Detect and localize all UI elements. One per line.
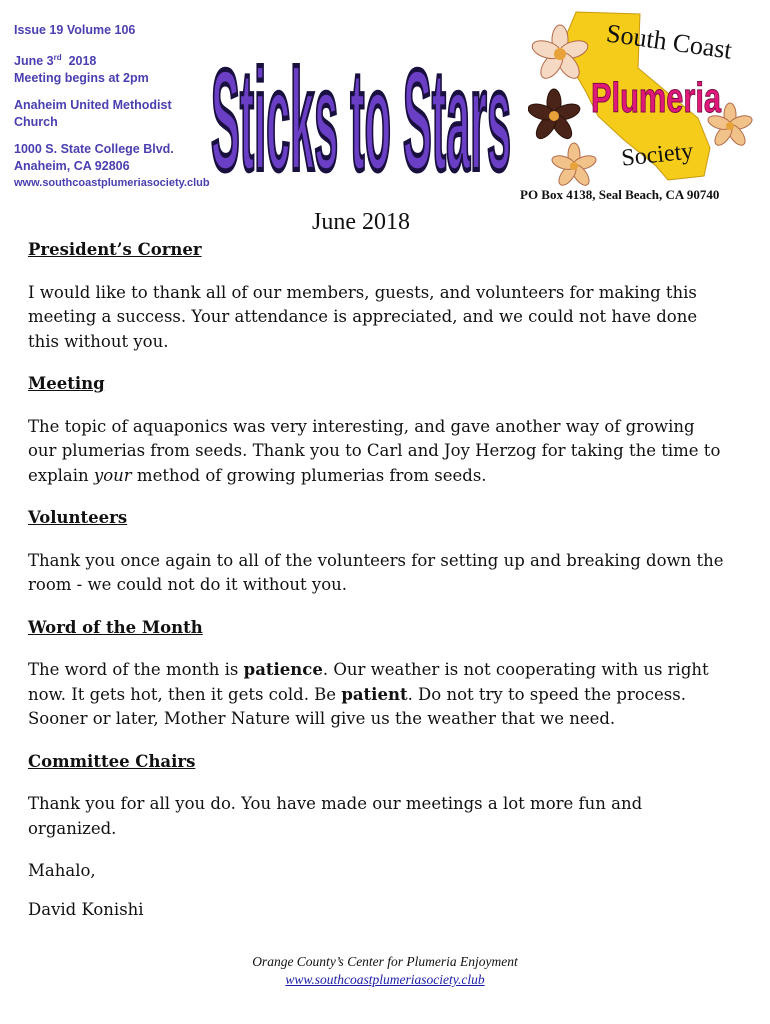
logo-line-3: Society: [620, 138, 695, 172]
logo-line-1: South Coast: [604, 18, 734, 65]
society-logo: [528, 8, 758, 186]
issue-number: Issue 19 Volume 106: [14, 23, 136, 37]
signature-name: David Konishi: [28, 899, 144, 919]
venue-line-2: Church: [14, 115, 58, 130]
masthead-title-text: Sticks to Stars: [210, 39, 511, 182]
address-line-1: 1000 S. State College Blvd.: [14, 142, 174, 157]
masthead-title: [205, 22, 517, 182]
issue-date: June 2018: [312, 209, 410, 235]
plumeria-flower-icon: [550, 143, 597, 186]
committee-chairs-heading: Committee Chairs: [28, 751, 196, 771]
meeting-date: June 3rd 2018: [14, 53, 97, 69]
footer-website-link[interactable]: www.southcoastplumeriasociety.club: [285, 972, 485, 987]
po-box-address: PO Box 4138, Seal Beach, CA 90740: [520, 187, 720, 202]
meeting-heading: Meeting: [28, 374, 105, 393]
word-of-month-heading: Word of the Month: [28, 617, 203, 637]
plumeria-flower-icon: [528, 89, 582, 142]
word-of-month-text: The word of the month is patience. Our weather is not cooperating with us right now. It gets hot, then it gets cold. Be patient. Do not try to speed the process. Sooner or later, Mother Nature will give us the weather that we need.: [28, 660, 709, 728]
footer-tagline: Orange County’s Center for Plumeria Enjoyment: [252, 954, 518, 969]
newsletter-body: [28, 238, 728, 936]
volunteers-text: Thank you once again to all of the volunteers for setting up and breaking down the room - we could not do it without you.: [28, 550, 724, 594]
venue-line-1: Anaheim United Methodist: [14, 98, 172, 113]
committee-chairs-text: Thank you for all you do. You have made our meetings a lot more fun and organized.: [28, 794, 643, 838]
presidents-corner-heading: President’s Corner: [28, 240, 202, 259]
volunteers-heading: Volunteers: [28, 508, 128, 527]
logo-line-2: Plumeria: [591, 74, 722, 121]
meeting-text: The topic of aquaponics was very interesting, and gave another way of growing our plumerias from seeds. Thank you to Carl and Joy Herzog for taking the time to explain your method of growing plumerias from seeds.: [28, 416, 721, 485]
header-website: www.southcoastplumeriasociety.club: [14, 177, 210, 190]
presidents-corner-text: I would like to thank all of our members, guests, and volunteers for making this meeting a success. Your attendance is appreciated, and we could not have done this without you.: [28, 282, 698, 351]
address-line-2: Anaheim, CA 92806: [14, 159, 130, 174]
closing-salutation: Mahalo,: [28, 861, 96, 880]
meeting-time: Meeting begins at 2pm: [14, 71, 149, 86]
issue-info: [14, 22, 214, 192]
footer: [0, 953, 770, 989]
